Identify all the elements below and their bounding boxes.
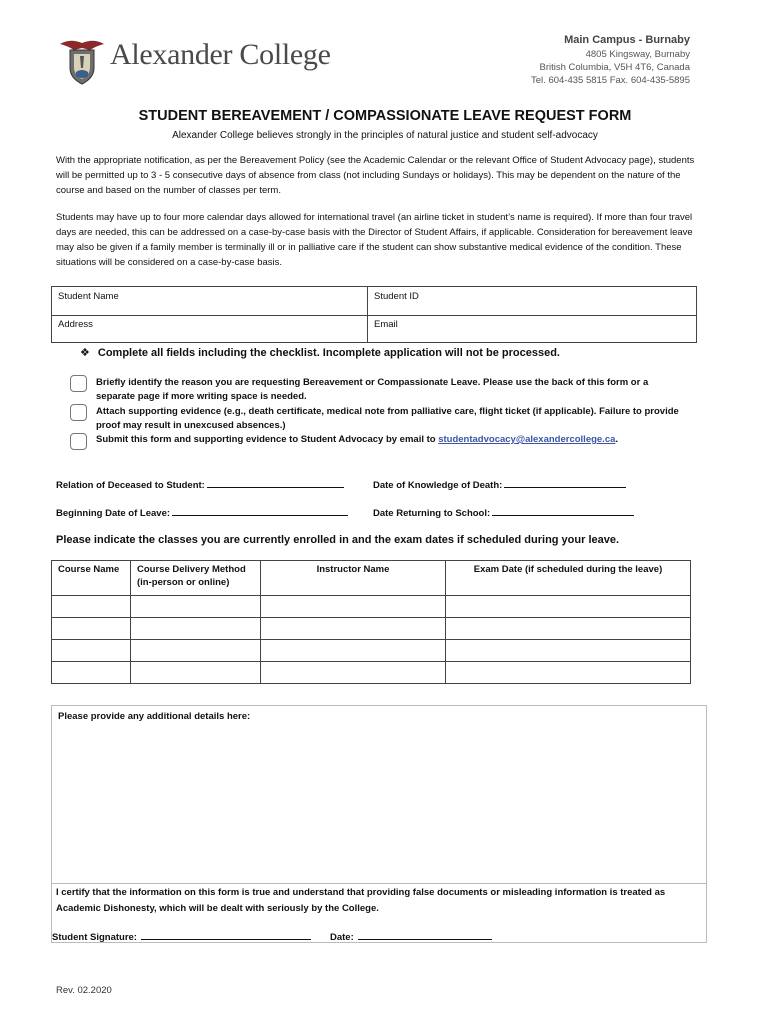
table-row bbox=[52, 596, 691, 618]
email-field[interactable]: Email bbox=[374, 319, 398, 330]
table-row bbox=[52, 662, 691, 684]
contact-line: Tel. 604-435 5815 Fax. 604-435-5895 bbox=[531, 75, 690, 86]
advocacy-email-link[interactable]: studentadvocacy@alexandercollege.ca bbox=[438, 434, 616, 445]
checklist-checkbox-1[interactable] bbox=[70, 375, 87, 392]
beginning-date-field[interactable] bbox=[56, 505, 348, 519]
address-line-2: British Columbia, V5H 4T6, Canada bbox=[539, 62, 690, 73]
knowledge-date-label: Date of Knowledge of Death: bbox=[373, 480, 503, 491]
student-info-table bbox=[51, 286, 697, 343]
date-of-knowledge-field[interactable] bbox=[373, 477, 626, 491]
certification-statement: I certify that the information on this form is true and understand that providing false documents or misleading information is treated as Academic Dishonesty, which will be dealt with seriously by the College. bbox=[56, 887, 666, 914]
checklist-item-3-suffix: . bbox=[615, 434, 619, 445]
form-title: STUDENT BEREAVEMENT / COMPASSIONATE LEAVE REQUEST FORM bbox=[138, 108, 632, 124]
table-cell[interactable] bbox=[261, 618, 446, 640]
signature-date-field[interactable] bbox=[330, 929, 492, 943]
return-date-label: Date Returning to School: bbox=[373, 508, 491, 519]
student-id-field[interactable]: Student ID bbox=[374, 291, 419, 302]
signature-date-label: Date: bbox=[330, 932, 354, 943]
notice-text: Complete all fields including the checklist. Incomplete application will not be processed. bbox=[97, 347, 560, 359]
classes-heading: Please indicate the classes you are currently enrolled in and the exam dates if scheduled during your leave. bbox=[56, 534, 620, 546]
campus-address-block bbox=[531, 34, 690, 87]
begin-date-label: Beginning Date of Leave: bbox=[56, 508, 171, 519]
address-field[interactable]: Address bbox=[58, 319, 93, 330]
checklist-item-3 bbox=[96, 433, 686, 447]
policy-paragraph-2: Students may have up to four more calendar days allowed for international travel (an airline ticket in student’s name is required). If more than four travel days are needed, this can be addressed on a case-by-case basis with the Director of Student Affairs, if applicable. Consideration for bereavement leave may also be given if a family member is terminally ill or in palliative care if the student can show substantive medical evidence of the condition. These situations will be considered on a case-by-case basis. bbox=[56, 212, 693, 268]
table-row bbox=[52, 618, 691, 640]
table-cell[interactable] bbox=[52, 640, 131, 662]
checklist-checkbox-3[interactable] bbox=[70, 433, 87, 450]
table-cell[interactable] bbox=[131, 596, 261, 618]
table-cell[interactable] bbox=[446, 640, 691, 662]
additional-details-label: Please provide any additional details here: bbox=[58, 711, 251, 722]
table-cell[interactable] bbox=[446, 618, 691, 640]
relation-label: Relation of Deceased to Student: bbox=[56, 480, 205, 491]
table-row bbox=[52, 640, 691, 662]
table-cell[interactable] bbox=[52, 596, 131, 618]
table-cell[interactable] bbox=[131, 618, 261, 640]
signature-label: Student Signature: bbox=[52, 932, 137, 943]
table-cell[interactable] bbox=[131, 662, 261, 684]
campus-title: Main Campus - Burnaby bbox=[564, 34, 690, 46]
table-cell[interactable] bbox=[446, 662, 691, 684]
student-name-field[interactable]: Student Name bbox=[58, 291, 119, 302]
revision-label: Rev. 02.2020 bbox=[56, 985, 112, 996]
table-cell[interactable] bbox=[131, 640, 261, 662]
table-cell[interactable] bbox=[52, 662, 131, 684]
checklist-item-3-text: Submit this form and supporting evidence to Student Advocacy by email to bbox=[96, 434, 439, 445]
classes-table bbox=[51, 560, 691, 684]
diamond-bullet-icon: ❖ bbox=[80, 347, 90, 359]
college-logo-text: Alexander College bbox=[110, 38, 331, 71]
table-cell[interactable] bbox=[261, 640, 446, 662]
table-cell[interactable] bbox=[261, 596, 446, 618]
col-delivery-method: Course Delivery Method (in-person or online) bbox=[131, 561, 261, 596]
address-line-1: 4805 Kingsway, Burnaby bbox=[585, 49, 690, 60]
college-crest-icon bbox=[56, 34, 108, 86]
checklist-item-1: Briefly identify the reason you are requesting Bereavement or Compassionate Leave. Please use the back of this form or a separate page if more writing space is needed. bbox=[96, 377, 649, 402]
policy-paragraph-1: With the appropriate notification, as per the Bereavement Policy (see the Academic Calendar or the relevant Office of Student Advocacy page), students will be permitted up to 3 - 5 consecutive days of absence from class (not including Sundays or holidays). This may be dependent on the nature of the course and based on the number of classes per term. bbox=[56, 155, 695, 196]
return-date-field[interactable] bbox=[373, 505, 634, 519]
checklist-checkbox-2[interactable] bbox=[70, 404, 87, 421]
table-cell[interactable] bbox=[261, 662, 446, 684]
student-signature-field[interactable] bbox=[52, 929, 311, 943]
table-cell[interactable] bbox=[52, 618, 131, 640]
col-instructor-name: Instructor Name bbox=[261, 561, 446, 596]
col-exam-date: Exam Date (if scheduled during the leave) bbox=[446, 561, 691, 596]
col-course-name: Course Name bbox=[52, 561, 131, 596]
relation-of-deceased-field[interactable] bbox=[56, 477, 344, 491]
completion-notice bbox=[80, 346, 560, 359]
table-cell[interactable] bbox=[446, 596, 691, 618]
form-subtitle: Alexander College believes strongly in the principles of natural justice and student self-advocacy bbox=[172, 130, 598, 141]
checklist-item-2: Attach supporting evidence (e.g., death certificate, medical note from palliative care, flight ticket (if applicable). Failure to provide proof may result in unexcused absences.) bbox=[96, 406, 679, 431]
